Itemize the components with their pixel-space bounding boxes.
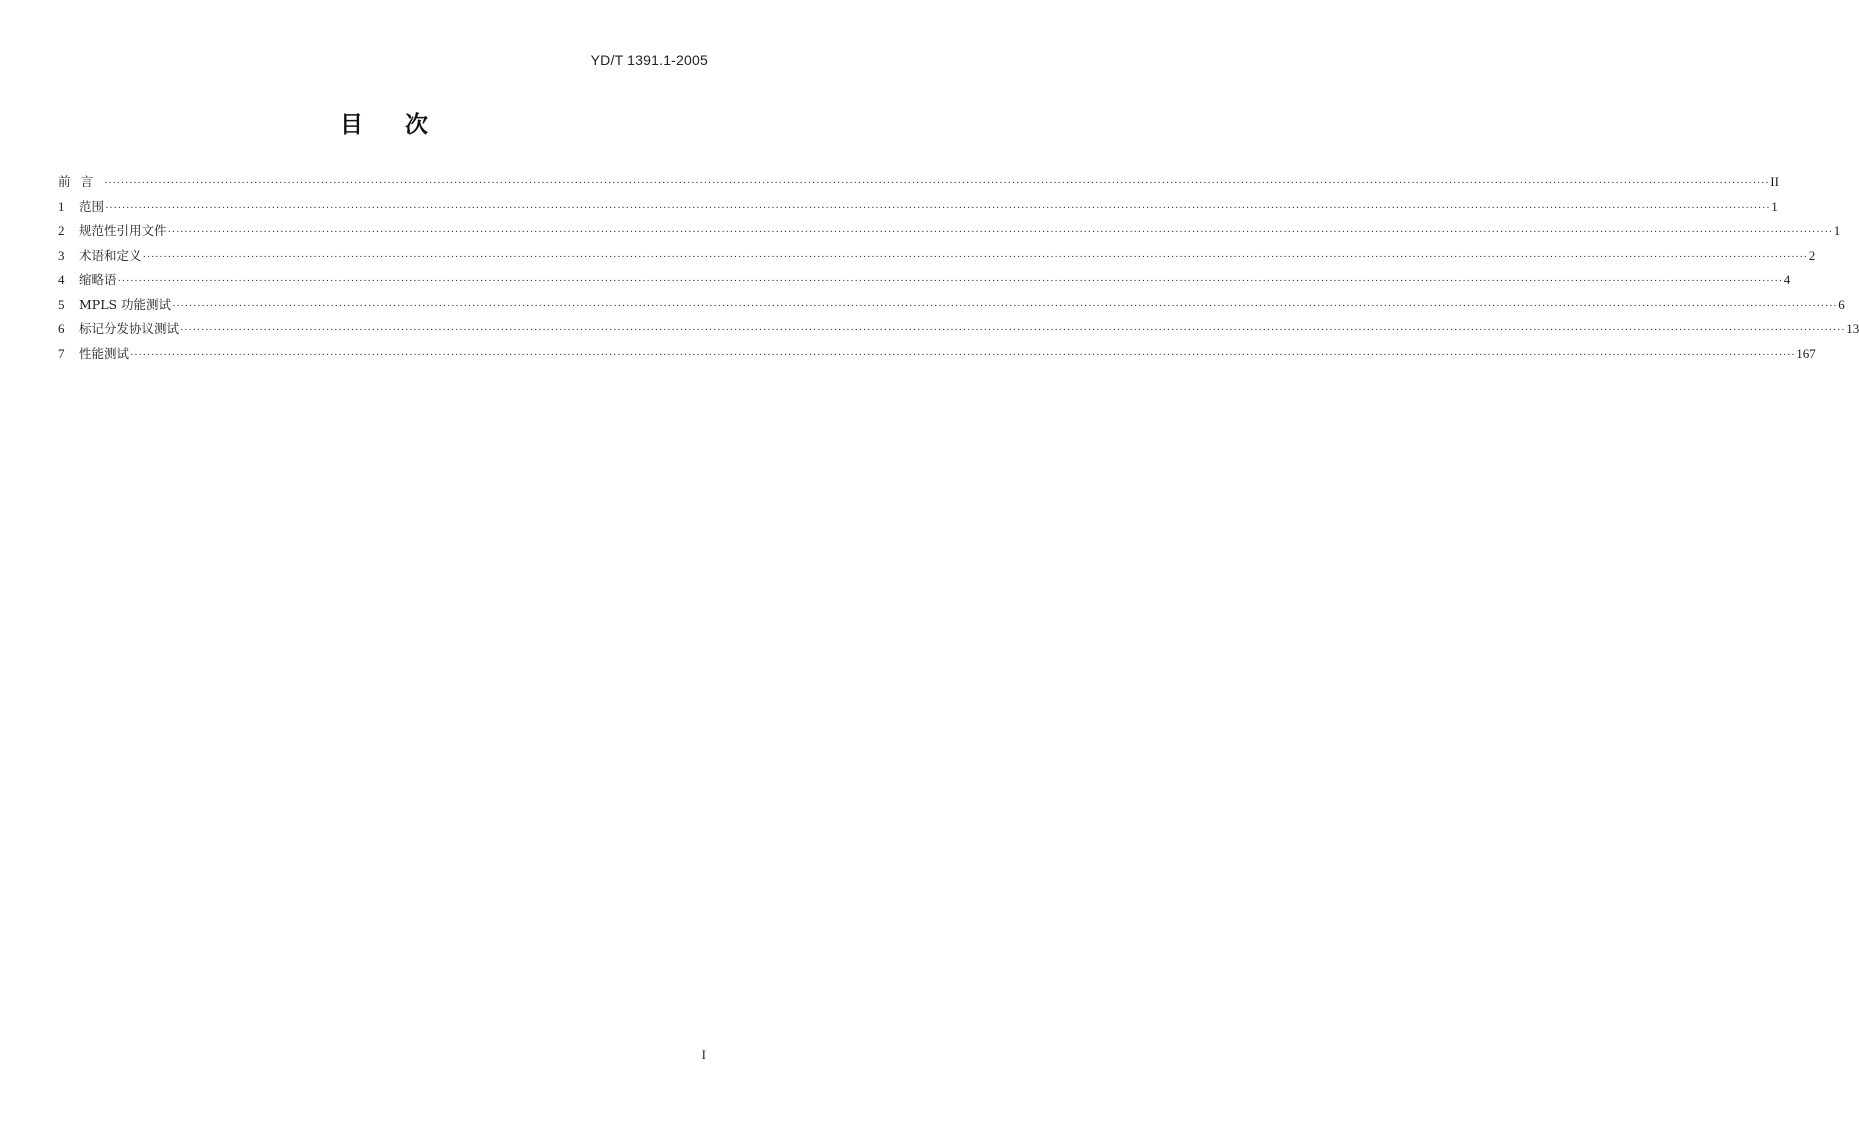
toc-list	[58, 172, 1859, 368]
toc-leader-dots: ················································································································································································································································································································································································································	[104, 177, 1770, 189]
toc-entry-page: 4	[1783, 272, 1791, 287]
toc-entry-label: 术语和定义	[79, 247, 142, 263]
toc-title: 目次	[340, 112, 470, 138]
toc-entry-performance-test[interactable]	[58, 344, 1816, 369]
toc-entry-number: 1	[58, 198, 65, 214]
toc-entry-label: 缩略语	[79, 272, 117, 287]
toc-entry-page: 6	[1838, 296, 1845, 312]
toc-entry-page: 167	[1796, 345, 1816, 361]
toc-entry-page: 1	[1771, 198, 1778, 214]
toc-leader-dots: ················································································································································································································································································································································································································	[180, 324, 1846, 336]
toc-entry-number: 5	[58, 296, 65, 312]
toc-leader-dots: ················································································································································································································································································································································································································	[117, 275, 1783, 287]
toc-leader-dots: ················································································································································································································································································································································································································	[142, 250, 1808, 263]
toc-entry-label: 范围	[79, 198, 105, 214]
toc-leader-dots: ················································································································································································································································································································································································································	[172, 299, 1838, 312]
toc-entry-label: MPLS 功能测试	[79, 296, 172, 312]
toc-entry-scope[interactable]	[58, 197, 1778, 222]
toc-entry-label: 规范性引用文件	[79, 223, 167, 238]
toc-entry-page: II	[1770, 174, 1779, 189]
toc-entry-abbreviations[interactable]	[58, 270, 1791, 295]
toc-entry-terms-definitions[interactable]	[58, 246, 1816, 271]
toc-entry-foreword[interactable]	[58, 172, 1779, 197]
toc-entry-ldp-test[interactable]	[58, 319, 1859, 344]
page-number: I	[701, 1047, 706, 1062]
document-id: YD/T 1391.1-2005	[590, 52, 708, 68]
toc-entry-mpls-function-test[interactable]	[58, 295, 1845, 320]
toc-entry-label: 前言	[58, 174, 104, 189]
toc-entry-number: 6	[58, 321, 65, 336]
toc-entry-number: 7	[58, 345, 65, 361]
toc-entry-normative-references[interactable]	[58, 221, 1841, 246]
toc-entry-label: 标记分发协议测试	[79, 321, 180, 336]
toc-entry-number: 4	[58, 272, 65, 287]
toc-leader-dots: ················································································································································································································································································································································································································	[105, 201, 1771, 214]
toc-entry-label: 性能测试	[79, 345, 130, 361]
toc-leader-dots: ················································································································································································································································································································································································································	[130, 348, 1796, 361]
toc-entry-number: 2	[58, 223, 65, 238]
toc-entry-page: 2	[1808, 247, 1816, 263]
toc-entry-page: 13	[1846, 321, 1859, 336]
toc-entry-number: 3	[58, 247, 65, 263]
toc-leader-dots: ················································································································································································································································································································································································································	[167, 226, 1833, 238]
toc-entry-page: 1	[1833, 223, 1841, 238]
